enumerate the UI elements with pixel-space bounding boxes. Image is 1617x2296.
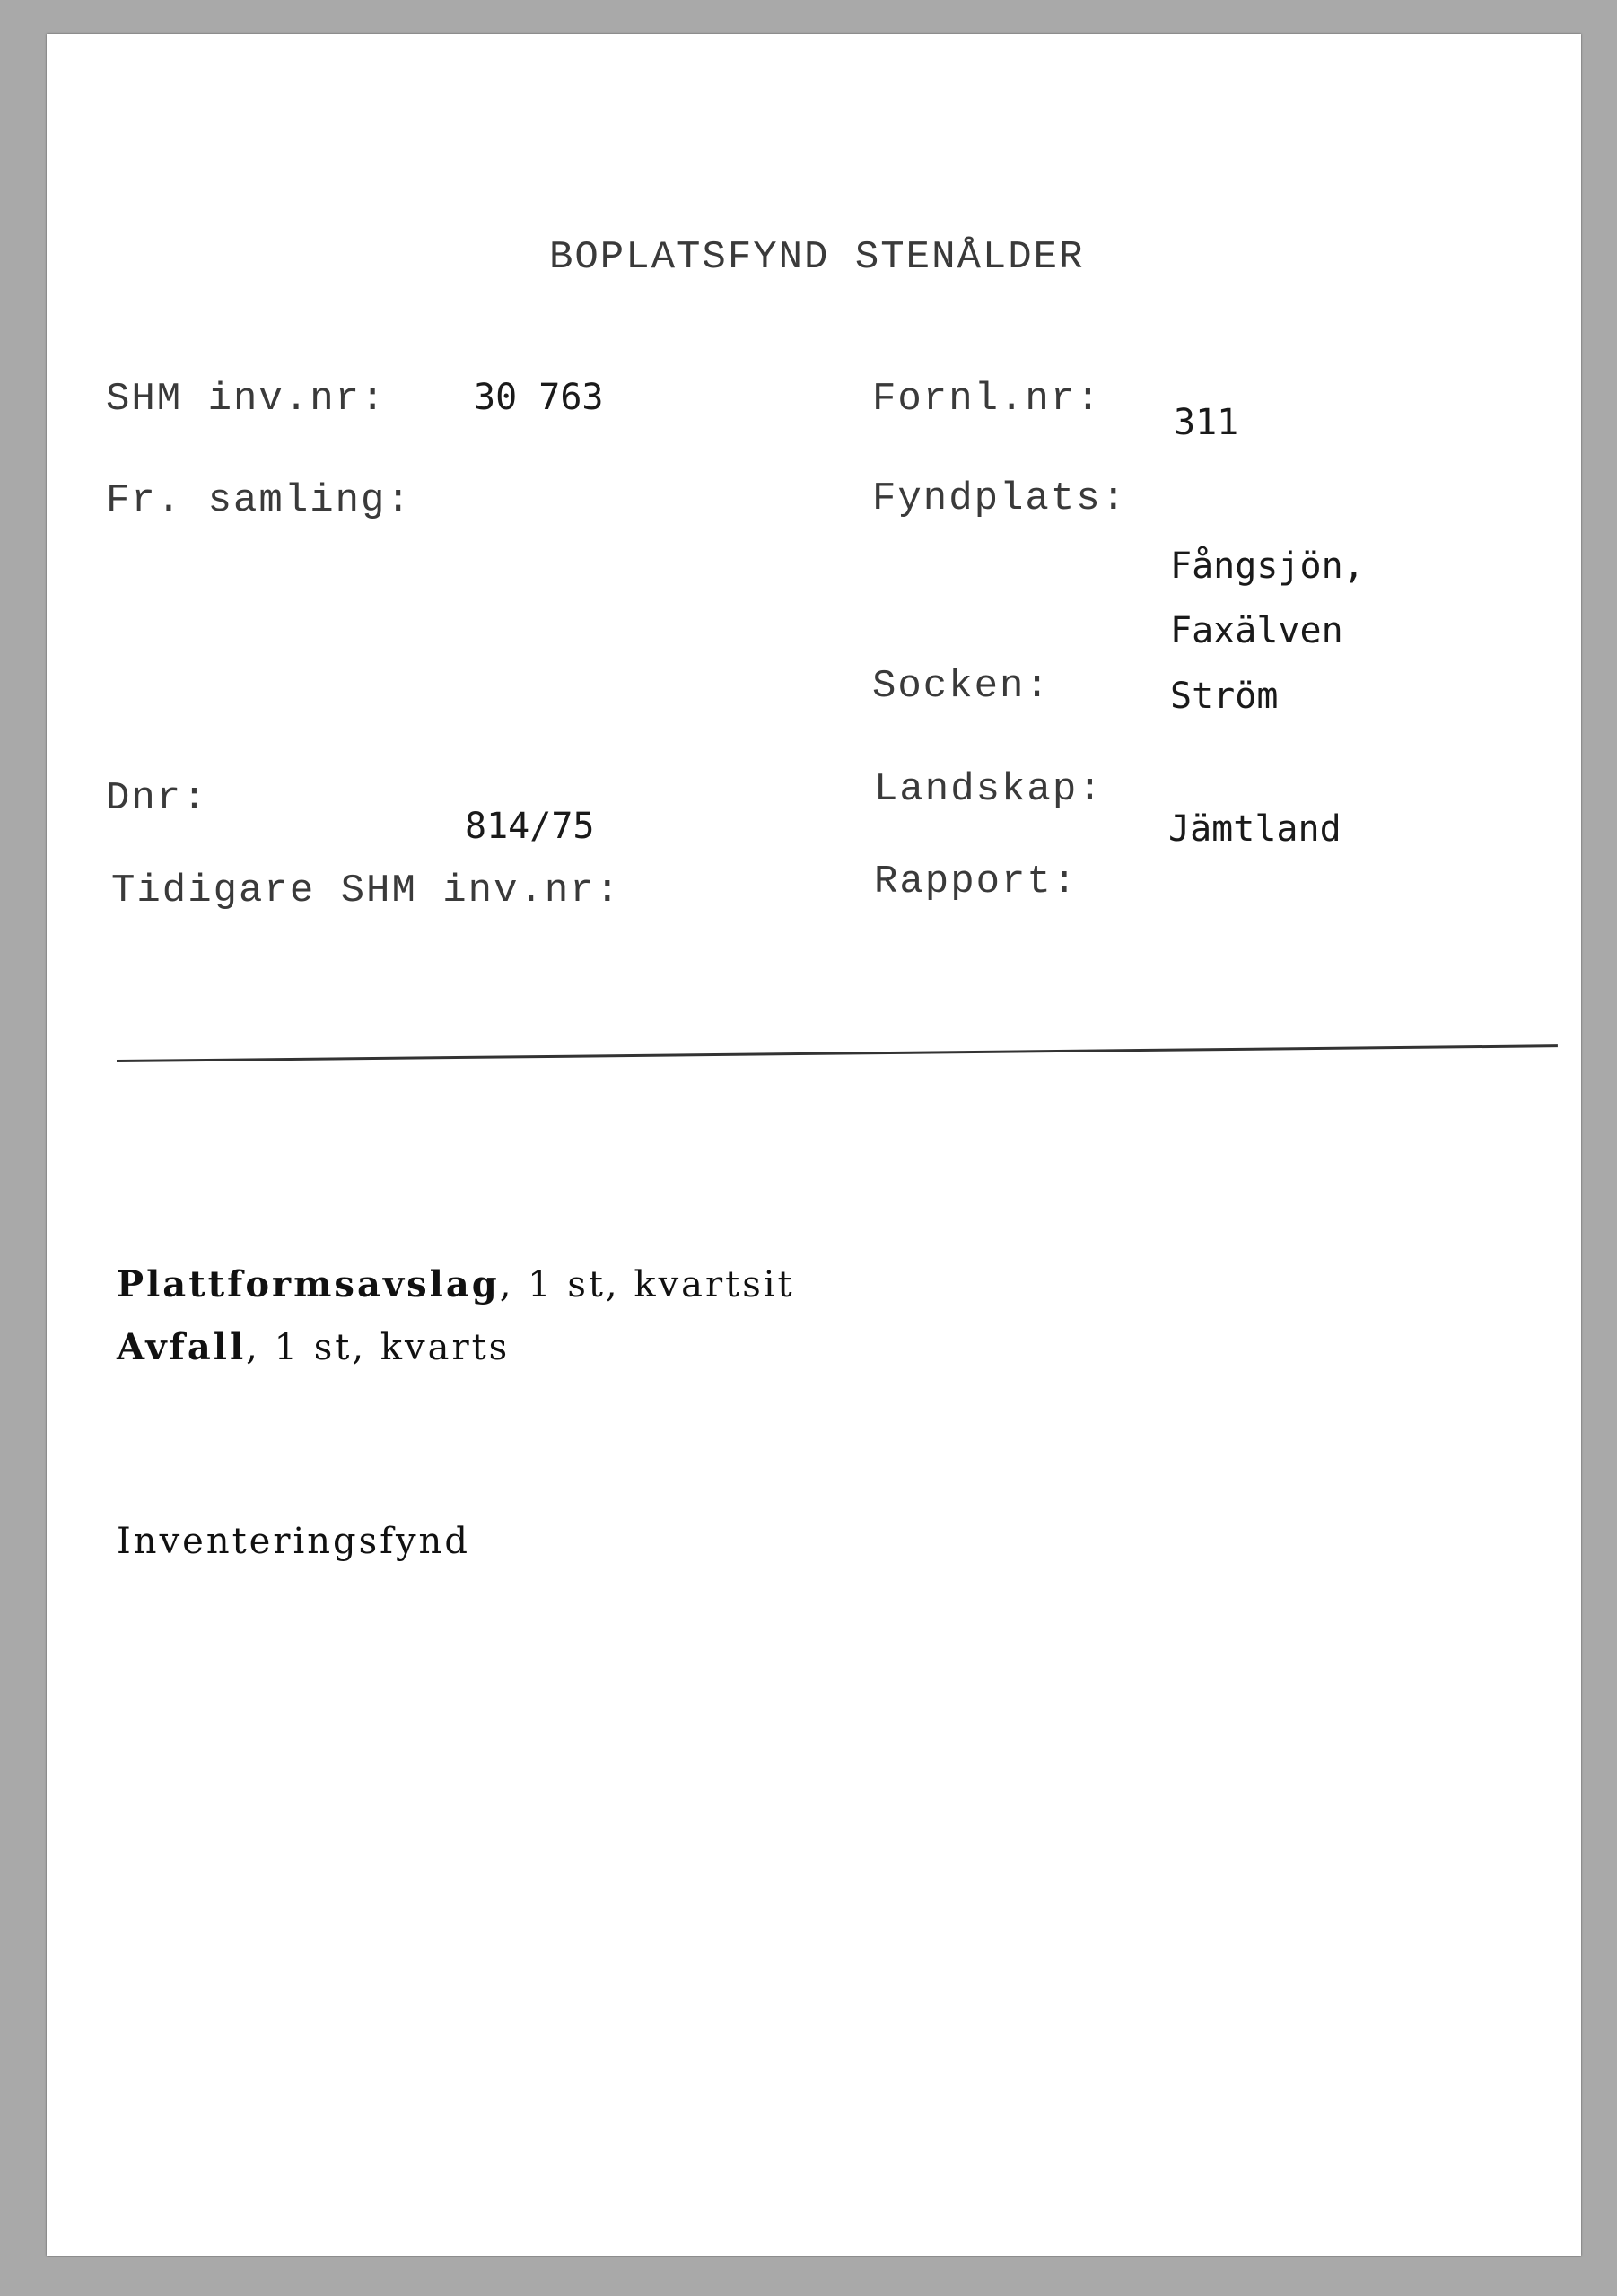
find-name: Plattformsavslag <box>117 1263 500 1305</box>
find-item <box>117 1326 510 1368</box>
socken-value: Ström <box>1170 676 1279 717</box>
dnr-value: 814/75 <box>465 806 595 847</box>
tidigare-shm-label: Tidigare SHM inv.nr: <box>111 869 622 913</box>
fornl-value: 311 <box>1174 402 1239 443</box>
fornl-label: Fornl.nr: <box>872 377 1102 422</box>
fyndplats-line-1: Fångsjön, <box>1170 546 1365 587</box>
fr-samling-label: Fr. samling: <box>106 478 412 523</box>
socken-label: Socken: <box>872 664 1051 709</box>
fyndplats-line-2: Faxälven <box>1170 610 1343 651</box>
catalog-card <box>47 34 1581 2256</box>
find-details: , 1 st, kvartsit <box>499 1264 795 1305</box>
find-note: Inventeringsfynd <box>117 1521 470 1562</box>
dnr-label: Dnr: <box>106 776 208 821</box>
card-title: BOPLATSFYND STENÅLDER <box>549 235 1085 280</box>
rapport-label: Rapport: <box>874 860 1079 904</box>
landskap-value: Jämtland <box>1168 808 1342 850</box>
landskap-label: Landskap: <box>874 767 1104 812</box>
separator-line <box>117 1044 1558 1062</box>
shm-inv-label: SHM inv.nr: <box>106 377 387 422</box>
shm-inv-value: 30 763 <box>474 377 604 418</box>
find-item <box>117 1263 795 1305</box>
fyndplats-label: Fyndplats: <box>872 476 1128 521</box>
find-name: Avfall <box>117 1326 247 1368</box>
find-details: , 1 st, kvarts <box>246 1327 511 1368</box>
